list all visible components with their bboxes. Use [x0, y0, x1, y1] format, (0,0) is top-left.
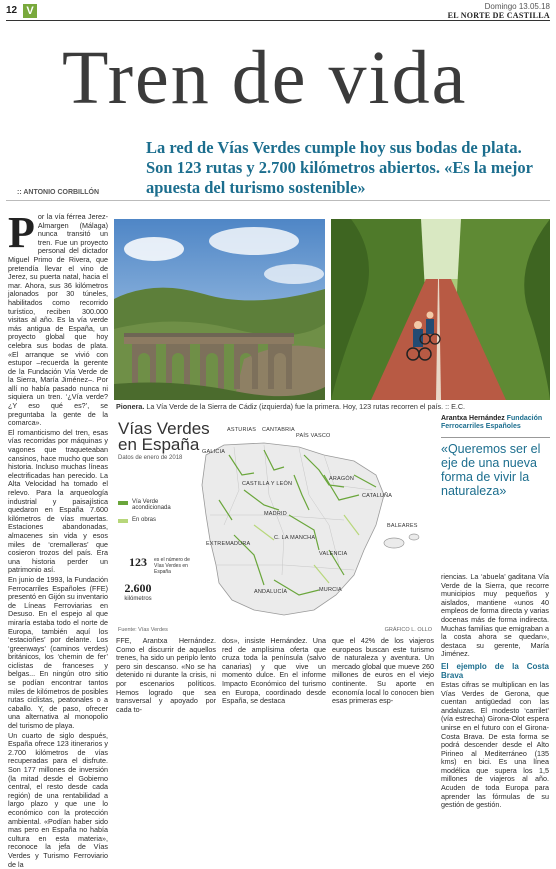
map-credit: GRÁFICO L. OLLO	[384, 627, 432, 633]
stat-km-label: kilómetros	[124, 596, 152, 602]
page-header	[6, 4, 550, 20]
header-rule	[6, 20, 550, 21]
paragraph: El romanticismo del tren, esas vías recorridas por máquinas y vagones que traqueteaban cansinos, hace mucho que son historia. Incluso muchas líneas electrificadas han perecido. La Alta Velocidad ha tomado el relevo. Para la arqueología industrial y paisajística quedaron en España 7.600 kilómetros de vías muertas. Estaciones abandonadas, almacenes sin vida y esos miles de ‘cremalleras’ que cosieron trozos del país. Era una historia perder un patrimonio así.	[8, 427, 108, 575]
legend-swatch	[118, 501, 128, 505]
region-label-extremadura: EXTREMADURA	[206, 541, 251, 547]
paragraph: En junio de 1993, la Fundación Ferrocarriles Españoles (FFE) presentó en Gijón su inventario de Líneas Ferroviarias en Desuso. En el espejo al que miraría estaba todo el norte de Europa, también aquí los ‘estacioñes’ por delante. Los ‘greenways’ (caminos verdes) británicos, los ‘chemin de fer’ ciclistas de franceses y belgas... En ningún otro sitio se podían encontrar tantos miles de kilómetros de posibles rutas ciclistas, peatonales o a caballo. Y, de paso, ofrecer una alternativa al monopolio del turismo de playa.	[8, 574, 108, 731]
map-title: Vías Verdes en España	[118, 419, 210, 454]
quote-attribution	[441, 415, 550, 431]
region-label-andalucia: ANDALUCÍA	[254, 589, 288, 595]
region-label-castilla-y-leon: CASTILLA Y LEÓN	[242, 481, 293, 487]
caption-text: La Vía Verde de la Sierra de Cádiz (izquierda) fue la primera. Hoy, 123 rutas recorren el país.	[146, 402, 444, 411]
region-label-aragon: ARAGÓN	[329, 476, 355, 482]
legend-label: Vía Verde acondicionada	[132, 499, 171, 511]
quote-block	[441, 415, 550, 498]
region-label-asturias: ASTURIAS	[227, 427, 257, 433]
section-subheading: El ejemplo de la Costa Brava	[441, 661, 549, 680]
stat-routes	[118, 555, 158, 570]
stat-routes-value: 123	[129, 555, 147, 569]
article-column-3	[222, 637, 326, 735]
map-infographic	[114, 415, 434, 635]
caption-credit: :: E.C.	[445, 402, 466, 411]
stat-routes-label: es el número de Vías Verdes en España	[154, 557, 190, 575]
region-label-pais-vasco: PAÍS VASCO	[296, 433, 331, 439]
region-label-galicia: GALICIA	[202, 449, 226, 455]
quote-author: Arantxa Hernández	[441, 415, 505, 422]
section-logo: V	[23, 4, 37, 18]
article-column-5	[441, 572, 549, 810]
legend-item	[118, 517, 182, 523]
region-label-cataluna: CATALUÑA	[362, 493, 393, 499]
headline: Tren de vida	[62, 36, 468, 120]
region-label-cantabria: CANTABRIA	[262, 427, 295, 433]
subheadline: La red de Vías Verdes cumple hoy sus bodas de plata. Son 123 rutas y 2.700 kilómetros abiertos. «Es la mejor apuesta del turismo sostenible»	[146, 138, 533, 197]
page-number: 12	[6, 5, 18, 16]
region-label-castilla-la-mancha: C. LA MANCHA	[274, 535, 316, 541]
viaduct-image	[114, 219, 325, 400]
legend-swatch	[118, 519, 128, 523]
legend-item	[118, 499, 182, 511]
pull-quote: «Queremos ser el eje de una nueva forma de vivir la naturaleza»	[441, 442, 541, 498]
region-label-murcia: MURCIA	[319, 587, 342, 593]
paragraph: FFE, Arantxa Hernández. Como el discurrir de aquellos trenes, ha sido un periplo lento pero sin descanso. «No se ha detenido ni durante la crisis, ni por escenarios políticos. Hemos logrado que sea transversal y apoyado por cada to-	[116, 636, 216, 714]
cyclists-image	[331, 219, 550, 400]
map-source: Fuente: Vías Verdes	[118, 627, 168, 633]
map-legend	[118, 499, 182, 529]
quote-rule	[441, 437, 550, 438]
paragraph: or la vía férrea Jerez-Almargen (Málaga) nunca transitó un tren. Fue un proyecto personal del dictador Miguel Primo de Rivera, que pretendía llevar el vino de Jerez, su puerta natal, hacia el mar. Ahora, sus 36 kilómetros jalonados por 30 túneles, habilitados como recorrido turístico, reciben 300.000 visitas al año. Es la vía verde más antigua de España, un proyecto global que hoy celebra sus bodas de plata. «El arranque se vivió con estupor –recuerda la gerente de la Fundación Vía Verde de la Sierra, María Jiménez–. Por allí no había pasado nunca ni siquiera un tren. ‘¿Vía verde? ¿Y eso qué es?’, se preguntaba la gente de la comarca».	[8, 212, 108, 428]
paragraph: dos», insiste Hernández. Una red de amplísima oferta que cruza toda la península (salvo canarias) y que vive un momento dulce. En el informe Impacto Económico del turismo en Europa, coordinado desde España, se destaca	[222, 636, 326, 706]
byline: :: ANTONIO CORBILLÓN	[17, 189, 100, 196]
article-column-4	[332, 637, 434, 735]
region-label-baleares: BALEARES	[387, 523, 418, 529]
region-label-madrid: MADRID	[264, 511, 287, 517]
quote-role: Fundación Ferrocarriles Españoles	[441, 415, 543, 430]
issue-date: Domingo 13.05.18	[484, 2, 550, 11]
newspaper-name: EL NORTE DE CASTILLA	[447, 11, 550, 20]
stat-km-value: 2.600	[124, 581, 152, 595]
paragraph: que el 42% de los viajeros europeos buscan este turismo de naturaleza y aventura. Un mercado global que mueve 260 millones de euros en el viejo continente. Su aporte en economía local lo conocen bien esas primeras esp-	[332, 636, 434, 706]
divider	[6, 200, 550, 201]
paragraph: Un cuarto de siglo después, España ofrece 123 itinerarios y 2.700 kilómetros de vías recuperadas para el disfrute. Son 177 millones de inversión (la mitad desde el Gobierno central, el resto desde cada región) de una rentabilidad a largo plazo y que une lo económico con la protección ambiental. «Podían haber sido mas pero en España no había cultura en esta materia», reconoce la jefa de Vías Verdes y Turismo Ferroviario de la	[8, 730, 108, 869]
dropcap: P	[8, 208, 35, 257]
cyclists-photo	[331, 219, 550, 400]
article-column-2	[116, 637, 216, 735]
map-date: Datos de enero de 2018	[118, 455, 183, 461]
paragraph: riencias. La ‘abuela’ gaditana Vía Verde de la Sierra, que recorre municipios muy pequeños y aislados, mantiene «unos 40 empleos de forma directa y varias docenas más de forma indirecta. Muchas familias que emigraban a la costa ahora se quedan», destaca su gerente, María Jiménez.	[441, 572, 549, 659]
stat-km	[118, 581, 158, 602]
article-column-1	[8, 208, 108, 869]
paragraph: Estas cifras se multiplican en las Vías Verdes de Gerona, que cuentan antigüedad con las andaluzas. El modesto ‘carrilet’ (vía estrecha) Girona-Olot espera unirse en el futuro con el Girona-Costa Brava. De esta forma se podrá descender desde el Alto Pirineo al Mediterráneo (135 kms) en bici. Es una línea modélica que supera los 1,5 millones de viajeros al año. Acuden de toda Europa para aprender las fórmulas de su gestión de gestión.	[441, 679, 549, 810]
region-label-valencia: VALENCIA	[319, 551, 348, 557]
viaduct-photo	[114, 219, 325, 400]
photo-caption	[116, 402, 550, 411]
caption-title: Pionera.	[116, 402, 145, 411]
legend-label: En obras	[132, 517, 157, 523]
